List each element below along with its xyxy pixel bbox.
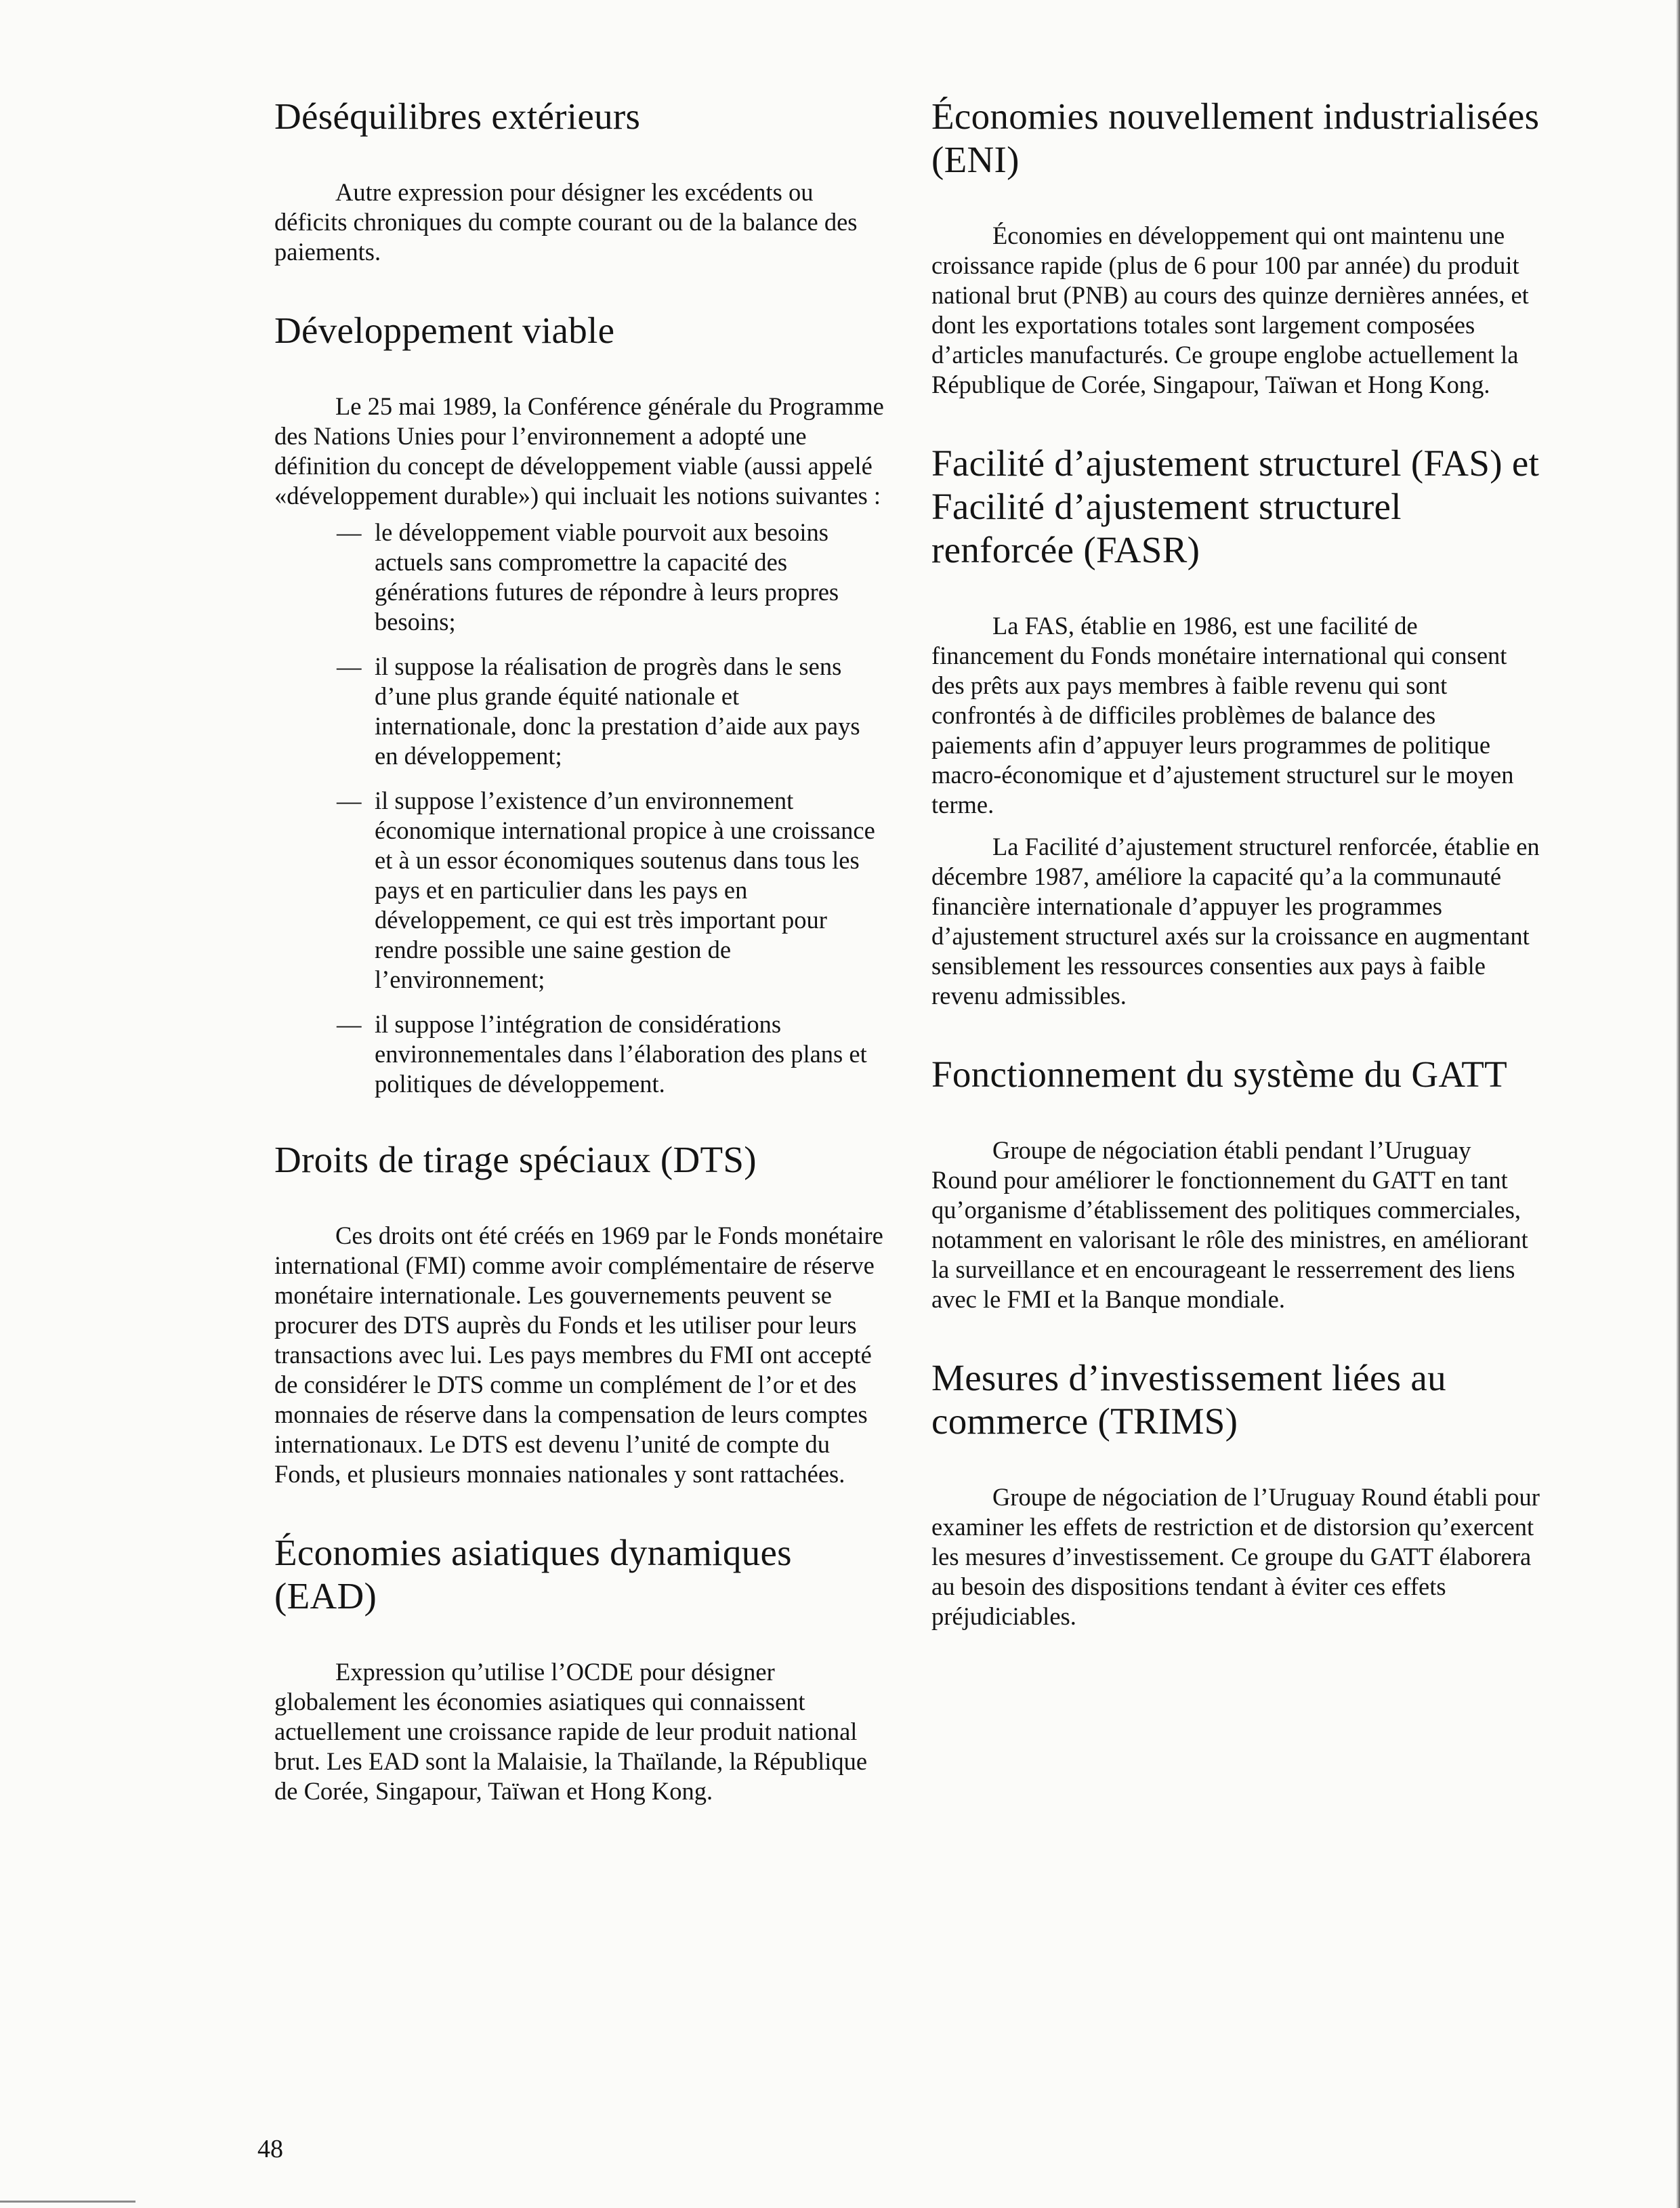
entry-title: Développement viable bbox=[274, 310, 615, 351]
entry-paragraph: Expression qu’utilise l’OCDE pour désigner globalement les économies asiatiques qui connaissent actuellement une croissance rapide de leur produit national brut. Les EAD sont la Malaisie, la Thaïlande, la République de Corée, Singapour, Taïwan et Hong Kong. bbox=[274, 1658, 868, 1805]
page-number: 48 bbox=[257, 2135, 283, 2163]
entry-title: Économies asiatiques dynamiques (EAD) bbox=[274, 1532, 792, 1617]
glossary-entry-ead bbox=[274, 1531, 884, 1806]
dash-list-item: — il suppose la réalisation de progrès dans le sens d’une plus grande équité nationale et internationale, donc la prestation d’aide aux pays en développement; bbox=[337, 652, 860, 770]
glossary-entry-eni bbox=[931, 95, 1541, 400]
entry-paragraph: La FAS, établie en 1986, est une facilité de financement du Fonds monétaire international qui consent des prêts aux pays membres à faible revenu qui sont confrontés à de difficiles problèmes de balance des paiements afin d’appuyer leurs programmes de politique macro-économique et d’ajustement structurel sur le moyen terme. bbox=[931, 612, 1514, 818]
entry-paragraph: Économies en développement qui ont maintenu une croissance rapide (plus de 6 pour 100 par année) du produit national brut (PNB) au cours des quinze dernières années, et dont les exportations totales sont largement composées d’articles manufacturés. Ce groupe englobe actuellement la République de Corée, Singapour, Taïwan et Hong Kong. bbox=[931, 222, 1529, 398]
entry-paragraph: Autre expression pour désigner les excédents ou déficits chroniques du compte courant ou de la balance des paiements. bbox=[274, 178, 858, 266]
entry-paragraph: Groupe de négociation établi pendant l’Uruguay Round pour améliorer le fonctionnement du GATT en tant qu’organisme d’établissement des politiques commerciales, notamment en valorisant le rôle des ministres, en améliorant la surveillance et en encourageant le resserrement des liens avec le FMI et la Banque mondiale. bbox=[931, 1136, 1528, 1313]
entry-paragraph: Le 25 mai 1989, la Conférence générale du Programme des Nations Unies pour l’environnement a adopté une définition du concept de développement viable (aussi appelé «développement durable») qui incluait les notions suivantes : bbox=[274, 392, 884, 509]
glossary-entry-gatt bbox=[931, 1053, 1541, 1314]
entry-paragraph: Ces droits ont été créés en 1969 par le Fonds monétaire international (FMI) comme avoir complémentaire de réserve monétaire internationale. Les gouvernements peuvent se procurer des DTS auprès du Fonds et les utiliser pour leurs transactions avec lui. Les pays membres du FMI ont accepté de considérer le DTS comme un complément de l’or et des monnaies de réserve dans la compensation de leurs comptes internationaux. Le DTS est devenu l’unité de compte du Fonds, et plusieurs monnaies nationales y sont rattachées. bbox=[274, 1222, 883, 1488]
glossary-entry-desequilibres bbox=[274, 95, 884, 267]
entry-paragraph: La Facilité d’ajustement structurel renforcée, établie en décembre 1987, améliore la capacité qu’a la communauté financière internationale d’appuyer les programmes d’ajustement structurel axés sur la croissance en augmentant sensiblement les ressources consenties aux pays à faible revenu admissibles. bbox=[931, 833, 1540, 1009]
entry-title: Fonctionnement du système du GATT bbox=[931, 1054, 1508, 1095]
entry-paragraph: Groupe de négociation de l’Uruguay Round établi pour examiner les effets de restriction et de distorsion qu’exercent les mesures d’investissement. Ce groupe du GATT élaborera au besoin des dispositions tendant à éviter ces effets préjudiciables. bbox=[931, 1483, 1540, 1630]
scan-edge bbox=[1676, 0, 1680, 2208]
glossary-entry-fas-fasr bbox=[931, 442, 1541, 1011]
dash-list-item: — le développement viable pourvoit aux besoins actuels sans compromettre la capacité des générations futures de répondre à leurs propres besoins; bbox=[337, 518, 839, 636]
entry-title: Droits de tirage spéciaux (DTS) bbox=[274, 1139, 757, 1180]
glossary-entry-dts bbox=[274, 1138, 884, 1489]
scan-edge-mark bbox=[0, 2201, 135, 2203]
glossary-entry-developpement-viable bbox=[274, 309, 884, 1099]
entry-title: Économies nouvellement industrialisées (ENI) bbox=[931, 96, 1540, 180]
dash-list-item: — il suppose l’intégration de considérations environnementales dans l’élaboration des plans et politiques de développement. bbox=[337, 1010, 867, 1098]
dash-list-item: — il suppose l’existence d’un environnement économique international propice à une croissance et à un essor économiques soutenus dans tous les pays et en particulier dans les pays en développement, ce qui est très important pour rendre possible une saine gestion de l’environnement; bbox=[337, 787, 875, 993]
entry-title: Mesures d’investissement liées au commerce (TRIMS) bbox=[931, 1357, 1446, 1442]
entry-title: Facilité d’ajustement structurel (FAS) et Facilité d’ajustement structurel renforcée (FASR) bbox=[931, 442, 1540, 570]
dash-list bbox=[274, 518, 884, 1099]
right-column bbox=[931, 95, 1541, 1631]
glossary-entry-trims bbox=[931, 1356, 1541, 1631]
left-column bbox=[274, 95, 884, 1806]
entry-title: Déséquilibres extérieurs bbox=[274, 96, 641, 137]
